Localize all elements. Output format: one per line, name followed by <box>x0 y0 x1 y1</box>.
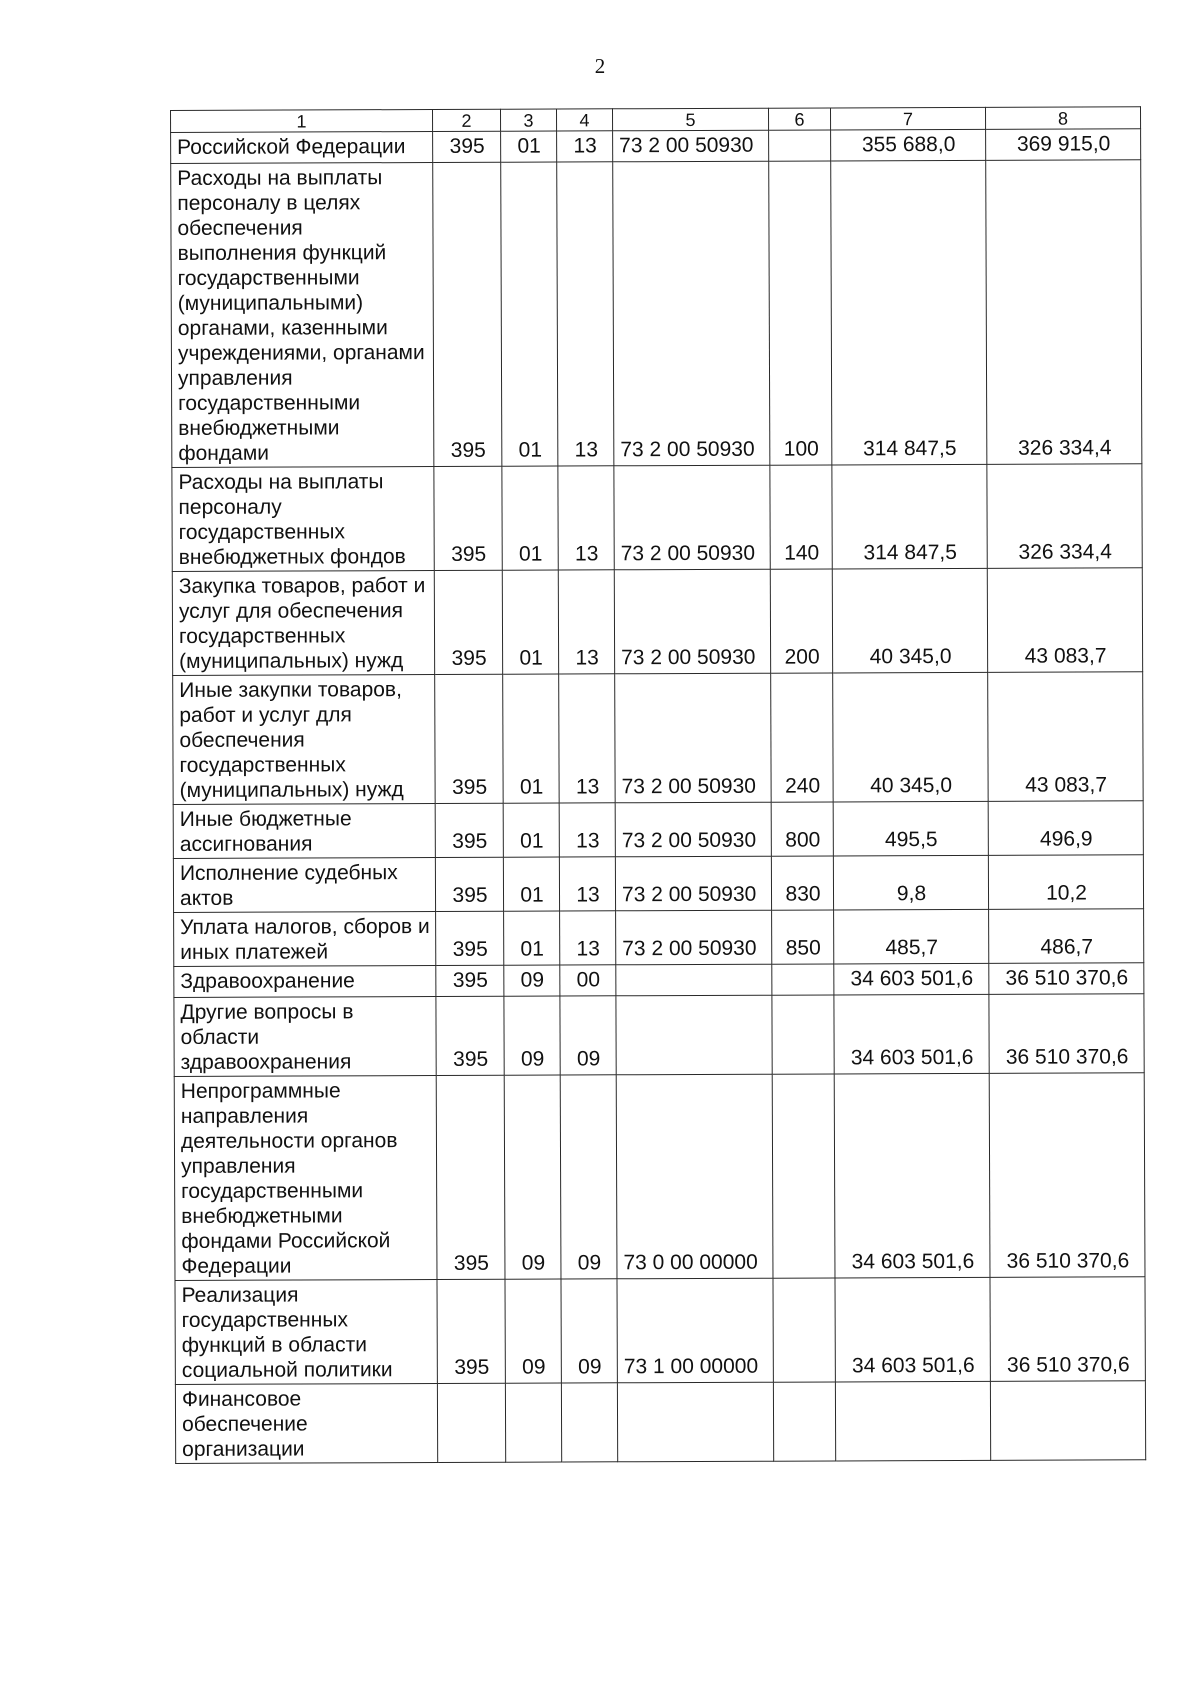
subsection-code-cell: 13 <box>560 911 616 965</box>
target-article-cell: 73 2 00 50930 <box>613 130 769 162</box>
column-header: 1 <box>171 109 433 132</box>
ministry-code-cell: 395 <box>436 1075 505 1279</box>
section-code-cell: 01 <box>503 857 559 911</box>
amount-year2-cell: 369 915,0 <box>986 129 1141 161</box>
ministry-code-cell: 395 <box>433 162 502 466</box>
item-name-cell: Российской Федерации <box>171 131 433 163</box>
target-article-cell <box>616 995 772 1075</box>
page-number: 2 <box>594 54 606 78</box>
table-row <box>172 568 1142 676</box>
target-article-cell <box>616 964 772 996</box>
item-name-cell: Закупка товаров, работ и услуг для обеспечения государственных (муниципальных) нужд <box>172 570 434 675</box>
table-row <box>171 129 1141 164</box>
target-article-cell: 73 2 00 50930 <box>614 465 770 570</box>
amount-year2-cell: 36 510 370,6 <box>990 1277 1145 1382</box>
subsection-code-cell: 09 <box>561 1279 617 1383</box>
column-header: 8 <box>985 107 1140 130</box>
target-article-cell <box>617 1382 773 1462</box>
column-header: 4 <box>556 109 612 131</box>
ministry-code-cell: 395 <box>434 570 502 674</box>
expense-type-cell: 800 <box>771 802 833 856</box>
expense-type-cell: 830 <box>771 856 833 910</box>
section-code-cell: 01 <box>503 803 559 857</box>
ministry-code-cell: 395 <box>437 1279 505 1383</box>
target-article-cell: 73 2 00 50930 <box>615 673 771 803</box>
target-article-cell: 73 2 00 50930 <box>616 910 772 965</box>
amount-year1-cell: 34 603 501,6 <box>834 994 989 1074</box>
expense-type-cell <box>769 130 831 161</box>
item-name-cell: Иные закупки товаров, работ и услуг для обеспечения государственных (муниципальных) нужд <box>173 674 435 804</box>
section-code-cell: 09 <box>504 965 560 996</box>
table-row <box>173 672 1143 805</box>
item-name-cell: Иные бюджетные ассигнования <box>173 803 435 858</box>
section-code-cell <box>505 1383 561 1462</box>
amount-year1-cell: 314 847,5 <box>831 160 987 465</box>
table-row <box>173 855 1143 913</box>
section-code-cell: 09 <box>504 1075 561 1279</box>
ministry-code-cell <box>437 1383 505 1462</box>
amount-year1-cell: 314 847,5 <box>832 464 987 569</box>
subsection-code-cell: 00 <box>560 965 616 996</box>
amount-year2-cell: 496,9 <box>988 801 1143 856</box>
item-name-cell: Реализация государственных функций в области социальной политики <box>175 1279 437 1384</box>
column-header: 7 <box>830 107 985 130</box>
amount-year2-cell: 36 510 370,6 <box>989 1073 1145 1278</box>
column-header: 5 <box>612 108 768 131</box>
table-row <box>173 801 1143 859</box>
table-row <box>175 1277 1145 1385</box>
item-name-cell: Другие вопросы в области здравоохранения <box>174 996 436 1076</box>
expense-type-cell: 140 <box>770 465 832 569</box>
item-name-cell: Здравоохранение <box>174 965 436 997</box>
amount-year2-cell: 36 510 370,6 <box>989 994 1144 1074</box>
amount-year1-cell: 40 345,0 <box>833 672 988 802</box>
expense-type-cell: 240 <box>771 673 833 802</box>
amount-year2-cell: 43 083,7 <box>988 672 1143 802</box>
budget-table <box>170 106 1146 1464</box>
amount-year1-cell: 9,8 <box>833 855 988 910</box>
section-code-cell: 09 <box>505 1279 561 1383</box>
subsection-code-cell: 13 <box>558 466 614 570</box>
ministry-code-cell: 395 <box>435 674 503 803</box>
amount-year1-cell: 495,5 <box>833 801 988 856</box>
table-row <box>174 909 1144 967</box>
item-name-cell: Расходы на выплаты персоналу в целях обеспечения выполнения функций государственными (муниципальными) органами, казенными учреждениями, органами управления государственными внебюджетными фондами <box>171 162 434 467</box>
amount-year2-cell: 36 510 370,6 <box>989 963 1144 995</box>
amount-year1-cell: 34 603 501,6 <box>834 1073 990 1278</box>
subsection-code-cell: 13 <box>557 162 614 466</box>
ministry-code-cell: 395 <box>436 965 504 996</box>
amount-year2-cell: 10,2 <box>988 855 1143 910</box>
section-code-cell: 01 <box>504 911 560 965</box>
amount-year1-cell: 485,7 <box>834 909 989 964</box>
table-row <box>174 994 1144 1077</box>
ministry-code-cell: 395 <box>434 466 502 570</box>
expense-type-cell <box>773 1382 835 1461</box>
table-row <box>172 464 1142 572</box>
amount-year1-cell: 34 603 501,6 <box>834 963 989 995</box>
item-name-cell: Расходы на выплаты персоналу государственных внебюджетных фондов <box>172 466 434 571</box>
column-header: 3 <box>500 109 556 131</box>
section-code-cell: 01 <box>502 466 558 570</box>
ministry-code-cell: 395 <box>435 857 503 911</box>
section-code-cell: 09 <box>504 996 560 1075</box>
column-header: 6 <box>768 108 830 130</box>
target-article-cell: 73 2 00 50930 <box>615 856 771 911</box>
section-code-cell: 01 <box>501 162 558 466</box>
amount-year1-cell: 355 688,0 <box>831 129 986 161</box>
expense-type-cell <box>772 964 834 995</box>
amount-year2-cell: 326 334,4 <box>986 160 1142 465</box>
subsection-code-cell: 13 <box>559 857 615 911</box>
subsection-code-cell: 13 <box>557 131 613 162</box>
target-article-cell: 73 0 00 00000 <box>616 1074 773 1279</box>
subsection-code-cell: 13 <box>558 570 614 674</box>
table-row <box>171 160 1142 468</box>
section-code-cell: 01 <box>503 674 559 803</box>
amount-year1-cell <box>835 1381 990 1461</box>
subsection-code-cell: 13 <box>559 803 615 857</box>
expense-type-cell: 100 <box>769 161 832 465</box>
subsection-code-cell: 09 <box>560 1075 617 1279</box>
ministry-code-cell: 395 <box>435 803 503 857</box>
ministry-code-cell: 395 <box>433 131 501 162</box>
amount-year1-cell: 34 603 501,6 <box>835 1277 990 1382</box>
amount-year2-cell <box>990 1381 1145 1461</box>
amount-year2-cell: 326 334,4 <box>987 464 1142 569</box>
column-header: 2 <box>433 109 501 131</box>
target-article-cell: 73 2 00 50930 <box>614 569 770 674</box>
expense-type-cell <box>772 1074 835 1278</box>
subsection-code-cell: 09 <box>560 996 616 1075</box>
amount-year2-cell: 43 083,7 <box>987 568 1142 673</box>
item-name-cell: Финансовое обеспечение организации <box>175 1383 437 1463</box>
expense-type-cell: 850 <box>772 910 834 964</box>
ministry-code-cell: 395 <box>436 996 504 1075</box>
target-article-cell: 73 2 00 50930 <box>615 802 771 857</box>
amount-year2-cell: 486,7 <box>989 909 1144 964</box>
section-code-cell: 01 <box>501 131 557 162</box>
target-article-cell: 73 2 00 50930 <box>613 161 770 466</box>
table-row <box>175 1381 1145 1464</box>
table-row <box>174 1073 1145 1281</box>
section-code-cell: 01 <box>502 570 558 674</box>
item-name-cell: Исполнение судебных актов <box>173 857 435 912</box>
expense-type-cell: 200 <box>770 569 832 673</box>
target-article-cell: 73 1 00 00000 <box>617 1278 773 1383</box>
item-name-cell: Уплата налогов, сборов и иных платежей <box>174 911 436 966</box>
item-name-cell: Непрограммные направления деятельности органов управления государственными внебюджетными фондами Российской Федерации <box>174 1075 437 1280</box>
amount-year1-cell: 40 345,0 <box>832 568 987 673</box>
table-row <box>174 963 1144 998</box>
ministry-code-cell: 395 <box>436 911 504 965</box>
subsection-code-cell <box>561 1383 617 1462</box>
subsection-code-cell: 13 <box>559 674 615 803</box>
expense-type-cell <box>773 1278 835 1382</box>
expense-type-cell <box>772 995 834 1074</box>
